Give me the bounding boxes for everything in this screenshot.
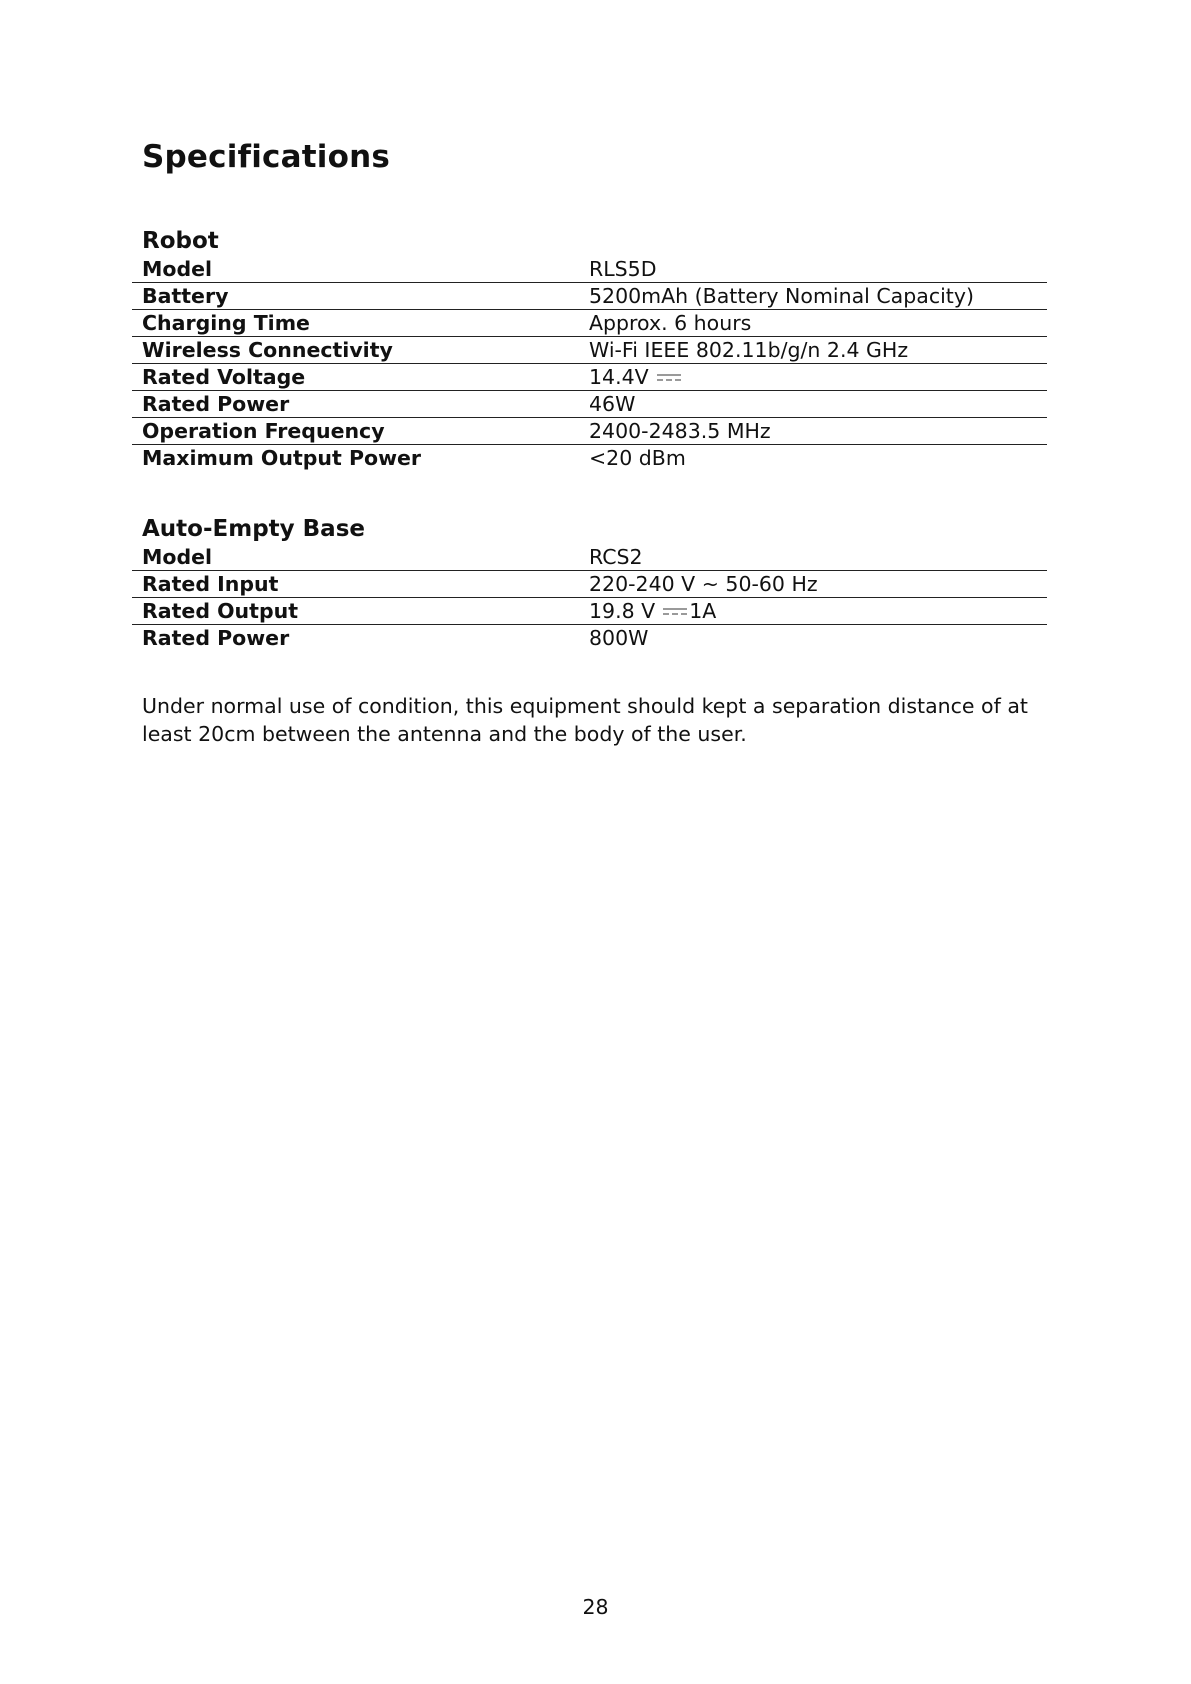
spec-value-text: RCS2 (589, 545, 643, 569)
robot-heading: Robot (142, 228, 219, 254)
spec-value-text: 220-240 V ~ 50-60 Hz (589, 572, 818, 596)
spec-value (589, 391, 1047, 418)
table-row (132, 283, 1047, 310)
spec-value (589, 283, 1047, 310)
spec-value (589, 310, 1047, 337)
robot-section (132, 226, 1047, 471)
spec-value-text: Approx. 6 hours (589, 311, 752, 335)
spec-value-text: RLS5D (589, 257, 657, 281)
spec-value-text: 19.8 V (589, 599, 656, 623)
table-row (132, 598, 1047, 625)
spec-label: Rated Power (132, 391, 589, 418)
safety-note: Under normal use of condition, this equipment should kept a separation distance of at least 20cm between the antenna and the body of the user. (142, 694, 1028, 746)
spec-label: Rated Input (132, 571, 589, 598)
spec-value-suffix: 1A (689, 599, 717, 623)
spec-value (589, 571, 1047, 598)
spec-label: Rated Power (142, 626, 290, 650)
page-title: Specifications (142, 139, 391, 175)
spec-label: Operation Frequency (132, 418, 589, 445)
spec-value-text: 14.4V (589, 365, 649, 389)
base-section (132, 514, 1047, 651)
table-row (132, 364, 1047, 391)
table-row (132, 445, 1047, 472)
spec-label: Maximum Output Power (142, 446, 422, 470)
page-number: 28 (582, 1595, 609, 1619)
table-row (132, 337, 1047, 364)
spec-value-text: <20 dBm (589, 446, 686, 470)
dc-current-icon (657, 373, 681, 383)
spec-value (589, 598, 1047, 625)
spec-value-text: 5200mAh (Battery Nominal Capacity) (589, 284, 974, 308)
spec-value (589, 418, 1047, 445)
spec-label: Wireless Connectivity (132, 337, 589, 364)
spec-label: Charging Time (132, 310, 589, 337)
spec-value-text: 800W (589, 626, 649, 650)
robot-spec-table (132, 256, 1047, 471)
table-row (132, 571, 1047, 598)
spec-value (589, 625, 1047, 652)
table-row (132, 391, 1047, 418)
table-row (132, 310, 1047, 337)
table-row (132, 418, 1047, 445)
spec-value (589, 445, 1047, 472)
spec-value (589, 364, 1047, 391)
spec-label: Rated Output (132, 598, 589, 625)
spec-label: Model (132, 256, 589, 283)
spec-value-text: 46W (589, 392, 636, 416)
table-row (132, 625, 1047, 652)
spec-value (589, 337, 1047, 364)
spec-value-text: 2400-2483.5 MHz (589, 419, 771, 443)
table-row (132, 256, 1047, 283)
base-spec-table (132, 544, 1047, 651)
spec-label: Model (132, 544, 589, 571)
table-row (132, 544, 1047, 571)
spec-label: Battery (132, 283, 589, 310)
spec-value (589, 256, 1047, 283)
base-heading: Auto-Empty Base (142, 516, 365, 542)
spec-value (589, 544, 1047, 571)
spec-value-text: Wi-Fi IEEE 802.11b/g/n 2.4 GHz (589, 338, 909, 362)
spec-label: Rated Voltage (132, 364, 589, 391)
dc-current-icon (663, 607, 687, 617)
